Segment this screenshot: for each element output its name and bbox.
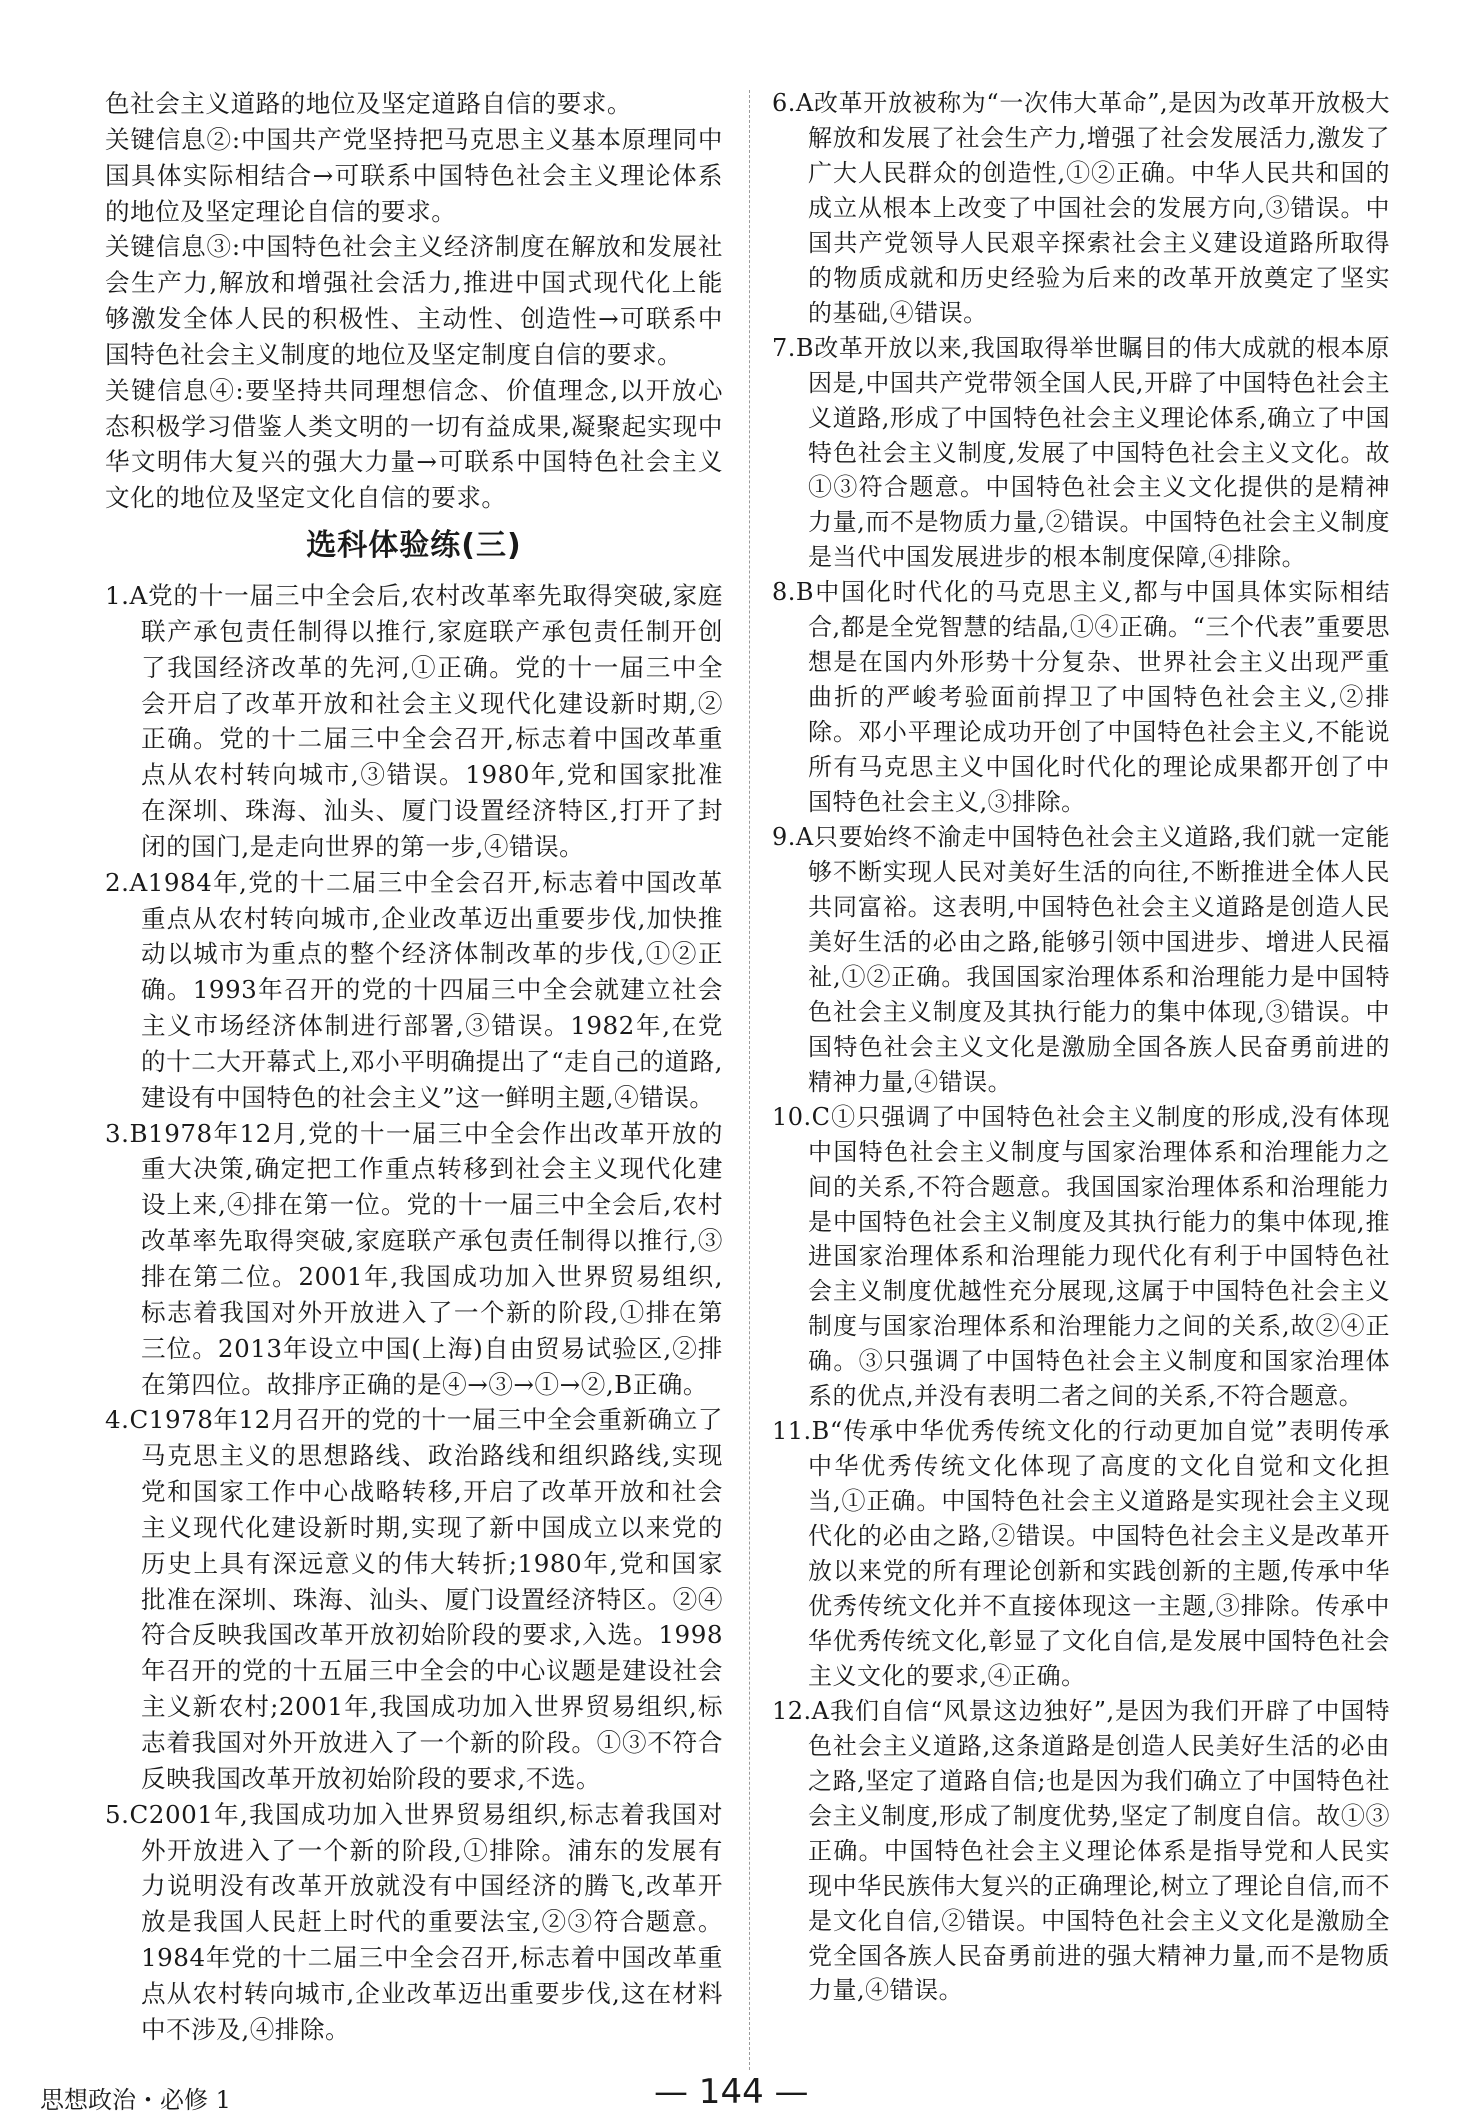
answer-number: 5.C <box>105 1799 149 1829</box>
answer-text: 2001年,我国成功加入世界贸易组织,标志着我国对外开放进入了一个新的阶段,①排除。浦东的发展有力说明没有改革开放就没有中国经济的腾飞,改革开放是我国人民赶上时代的重要法宝,②③符合题意。1984年党的十二届三中全会召开,标志着中国改革重点从农村转向城市,企业改革迈出重要步伐,这在材料中不涉及,④排除。 <box>141 1799 723 2044</box>
answer-number: 3.B <box>105 1118 149 1148</box>
intro-paragraph: 关键信息③:中国特色社会主义经济制度在解放和发展社会生产力,解放和增强社会活力,推进中国式现代化上能够激发全体人民的积极性、主动性、创造性→可联系中国特色社会主义制度的地位及坚定制度自信的要求。 <box>105 232 723 369</box>
answer-item <box>772 1694 1390 2009</box>
answer-item <box>105 578 723 865</box>
intro-paragraph: 关键信息②:中国共产党坚持把马克思主义基本原理同中国具体实际相结合→可联系中国特色社会主义理论体系的地位及坚定理论自信的要求。 <box>105 124 723 226</box>
answer-text: 1978年12月召开的党的十一届三中全会重新确立了马克思主义的思想路线、政治路线和组织路线,实现党和国家工作中心战略转移,开启了改革开放和社会主义现代化建设新时期,实现了新中国成立以来党的历史上具有深远意义的伟大转折;1980年,党和国家批准在深圳、珠海、汕头、厦门设置经济特区。②④符合反映我国改革开放初始阶段的要求,入选。1998年召开的党的十五届三中全会的中心议题是建设社会主义新农村;2001年,我国成功加入世界贸易组织,标志着我国对外开放进入了一个新的阶段。①③不符合反映我国改革开放初始阶段的要求,不选。 <box>141 1405 723 1793</box>
left-column <box>105 86 723 2048</box>
answer-text: 1978年12月,党的十一届三中全会作出改革开放的重大决策,确定把工作重点转移到社会主义现代化建设上来,④排在第一位。党的十一届三中全会后,农村改革率先取得突破,家庭联产承包责任制得以推行,③排在第二位。2001年,我国成功加入世界贸易组织,标志着我国对外开放进入了一个新的阶段,①排在第三位。2013年设立中国(上海)自由贸易试验区,②排在第四位。故排序正确的是④→③→①→②,B正确。 <box>141 1118 723 1399</box>
answer-number: 2.A <box>105 867 148 897</box>
answer-item <box>772 820 1390 1100</box>
answer-number: 7.B <box>772 333 815 362</box>
answer-text: ①只强调了中国特色社会主义制度的形成,没有体现中国特色社会主义制度与国家治理体系和治理能力之间的关系,不符合题意。我国国家治理体系和治理能力是中国特色社会主义制度及其执行能力的集中体现,推进国家治理体系和治理能力现代化有利于中国特色社会主义制度优越性充分展现,这属于中国特色社会主义制度与国家治理体系和治理能力之间的关系,故②④正确。③只强调了中国特色社会主义制度和国家治理体系的优点,并没有表明二者之间的关系,不符合题意。 <box>808 1102 1390 1411</box>
answer-number: 1.A <box>105 580 148 610</box>
answer-item <box>772 1414 1390 1694</box>
answer-text: 我们自信“风景这边独好”,是因为我们开辟了中国特色社会主义道路,这条道路是创造人民美好生活的必由之路,坚定了道路自信;也是因为我们确立了中国特色社会主义制度,形成了制度优势,坚定了制度自信。故①③正确。中国特色社会主义理论体系是指导党和人民实现中华民族伟大复兴的正确理论,树立了理论自信,而不是文化自信,②错误。中国特色社会主义文化是激励全党全国各族人民奋勇前进的强大精神力量,而不是物质力量,④错误。 <box>808 1696 1390 2005</box>
answer-item <box>772 1100 1390 1415</box>
answer-number: 10.C <box>772 1102 831 1131</box>
answer-number: 8.B <box>772 578 815 607</box>
answer-item <box>105 1116 723 1403</box>
answer-number: 9.A <box>772 823 814 852</box>
answer-text: 中国化时代化的马克思主义,都与中国具体实际相结合,都是全党智慧的结晶,①④正确。“三个代表”重要思想是在国内外形势十分复杂、世界社会主义出现严重曲折的严峻考验面前捍卫了中国特色社会主义,②排除。邓小平理论成功开创了中国特色社会主义,不能说所有马克思主义中国化时代化的理论成果都开创了中国特色社会主义,③排除。 <box>808 578 1390 817</box>
answer-item <box>105 1797 723 2048</box>
answer-item <box>105 865 723 1116</box>
answer-text: 改革开放被称为“一次伟大革命”,是因为改革开放极大解放和发展了社会生产力,增强了社会发展活力,激发了广大人民群众的创造性,①②正确。中华人民共和国的成立从根本上改变了中国社会的发展方向,③错误。中国共产党领导人民艰辛探索社会主义建设道路所取得的物质成就和历史经验为后来的改革开放奠定了坚实的基础,④错误。 <box>808 89 1390 327</box>
answer-text: 只要始终不渝走中国特色社会主义道路,我们就一定能够不断实现人民对美好生活的向往,不断推进全体人民共同富裕。这表明,中国特色社会主义道路是创造人民美好生活的必由之路,能够引领中国进步、增进人民福祉,①②正确。我国国家治理体系和治理能力是中国特色社会主义制度及其执行能力的集中体现,③错误。中国特色社会主义文化是激励全国各族人民奋勇前进的精神力量,④错误。 <box>808 823 1390 1096</box>
answer-number: 6.A <box>772 89 814 117</box>
answer-text: 改革开放以来,我国取得举世瞩目的伟大成就的根本原因是,中国共产党带领全国人民,开辟了中国特色社会主义道路,形成了中国特色社会主义理论体系,确立了中国特色社会主义制度,发展了中国特色社会主义文化。故①③符合题意。中国特色社会主义文化提供的是精神力量,而不是物质力量,②错误。中国特色社会主义制度是当代中国发展进步的根本制度保障,④排除。 <box>808 333 1390 572</box>
footer-subject: 思想政治・必修 1 <box>40 2086 231 2114</box>
answer-number: 11.B <box>772 1417 830 1446</box>
column-divider <box>749 90 750 2070</box>
intro-paragraph: 关键信息④:要坚持共同理想信念、价值理念,以开放心态积极学习借鉴人类文明的一切有益成果,凝聚起实现中华文明伟大复兴的强大力量→可联系中国特色社会主义文化的地位及坚定文化自信的要求。 <box>105 375 723 513</box>
section-title: 选科体验练(三) <box>306 528 522 564</box>
answer-text: 1984年,党的十二届三中全会召开,标志着中国改革重点从农村转向城市,企业改革迈出重要步伐,加快推动以城市为重点的整个经济体制改革的步伐,①②正确。1993年召开的党的十四届三中全会就建立社会主义市场经济体制进行部署,③错误。1982年,在党的十二大开幕式上,邓小平明确提出了“走自己的道路,建设有中国特色的社会主义”这一鲜明主题,④错误。 <box>141 867 723 1112</box>
right-column <box>772 86 1390 2008</box>
answer-number: 4.C <box>105 1405 149 1435</box>
page-number: — 144 — <box>654 2072 809 2112</box>
answer-item <box>772 86 1390 331</box>
answer-item <box>772 331 1390 576</box>
answer-item <box>105 1402 723 1796</box>
answer-item <box>772 575 1390 820</box>
answer-text: 党的十一届三中全会后,农村改革率先取得突破,家庭联产承包责任制得以推行,家庭联产承包责任制开创了我国经济改革的先河,①正确。党的十一届三中全会开启了改革开放和社会主义现代化建设新时期,②正确。党的十二届三中全会召开,标志着中国改革重点从农村转向城市,③错误。1980年,党和国家批准在深圳、珠海、汕头、厦门设置经济特区,打开了封闭的国门,是走向世界的第一步,④错误。 <box>141 580 723 861</box>
answer-text: “传承中华优秀传统文化的行动更加自觉”表明传承中华优秀传统文化体现了高度的文化自觉和文化担当,①正确。中国特色社会主义道路是实现社会主义现代化的必由之路,②错误。中国特色社会主义是改革开放以来党的所有理论创新和实践创新的主题,传承中华优秀传统文化并不直接体现这一主题,③排除。传承中华优秀传统文化,彰显了文化自信,是发展中国特色社会主义文化的要求,④正确。 <box>808 1417 1390 1690</box>
intro-paragraph: 色社会主义道路的地位及坚定道路自信的要求。 <box>105 89 632 118</box>
answer-number: 12.A <box>772 1696 830 1725</box>
